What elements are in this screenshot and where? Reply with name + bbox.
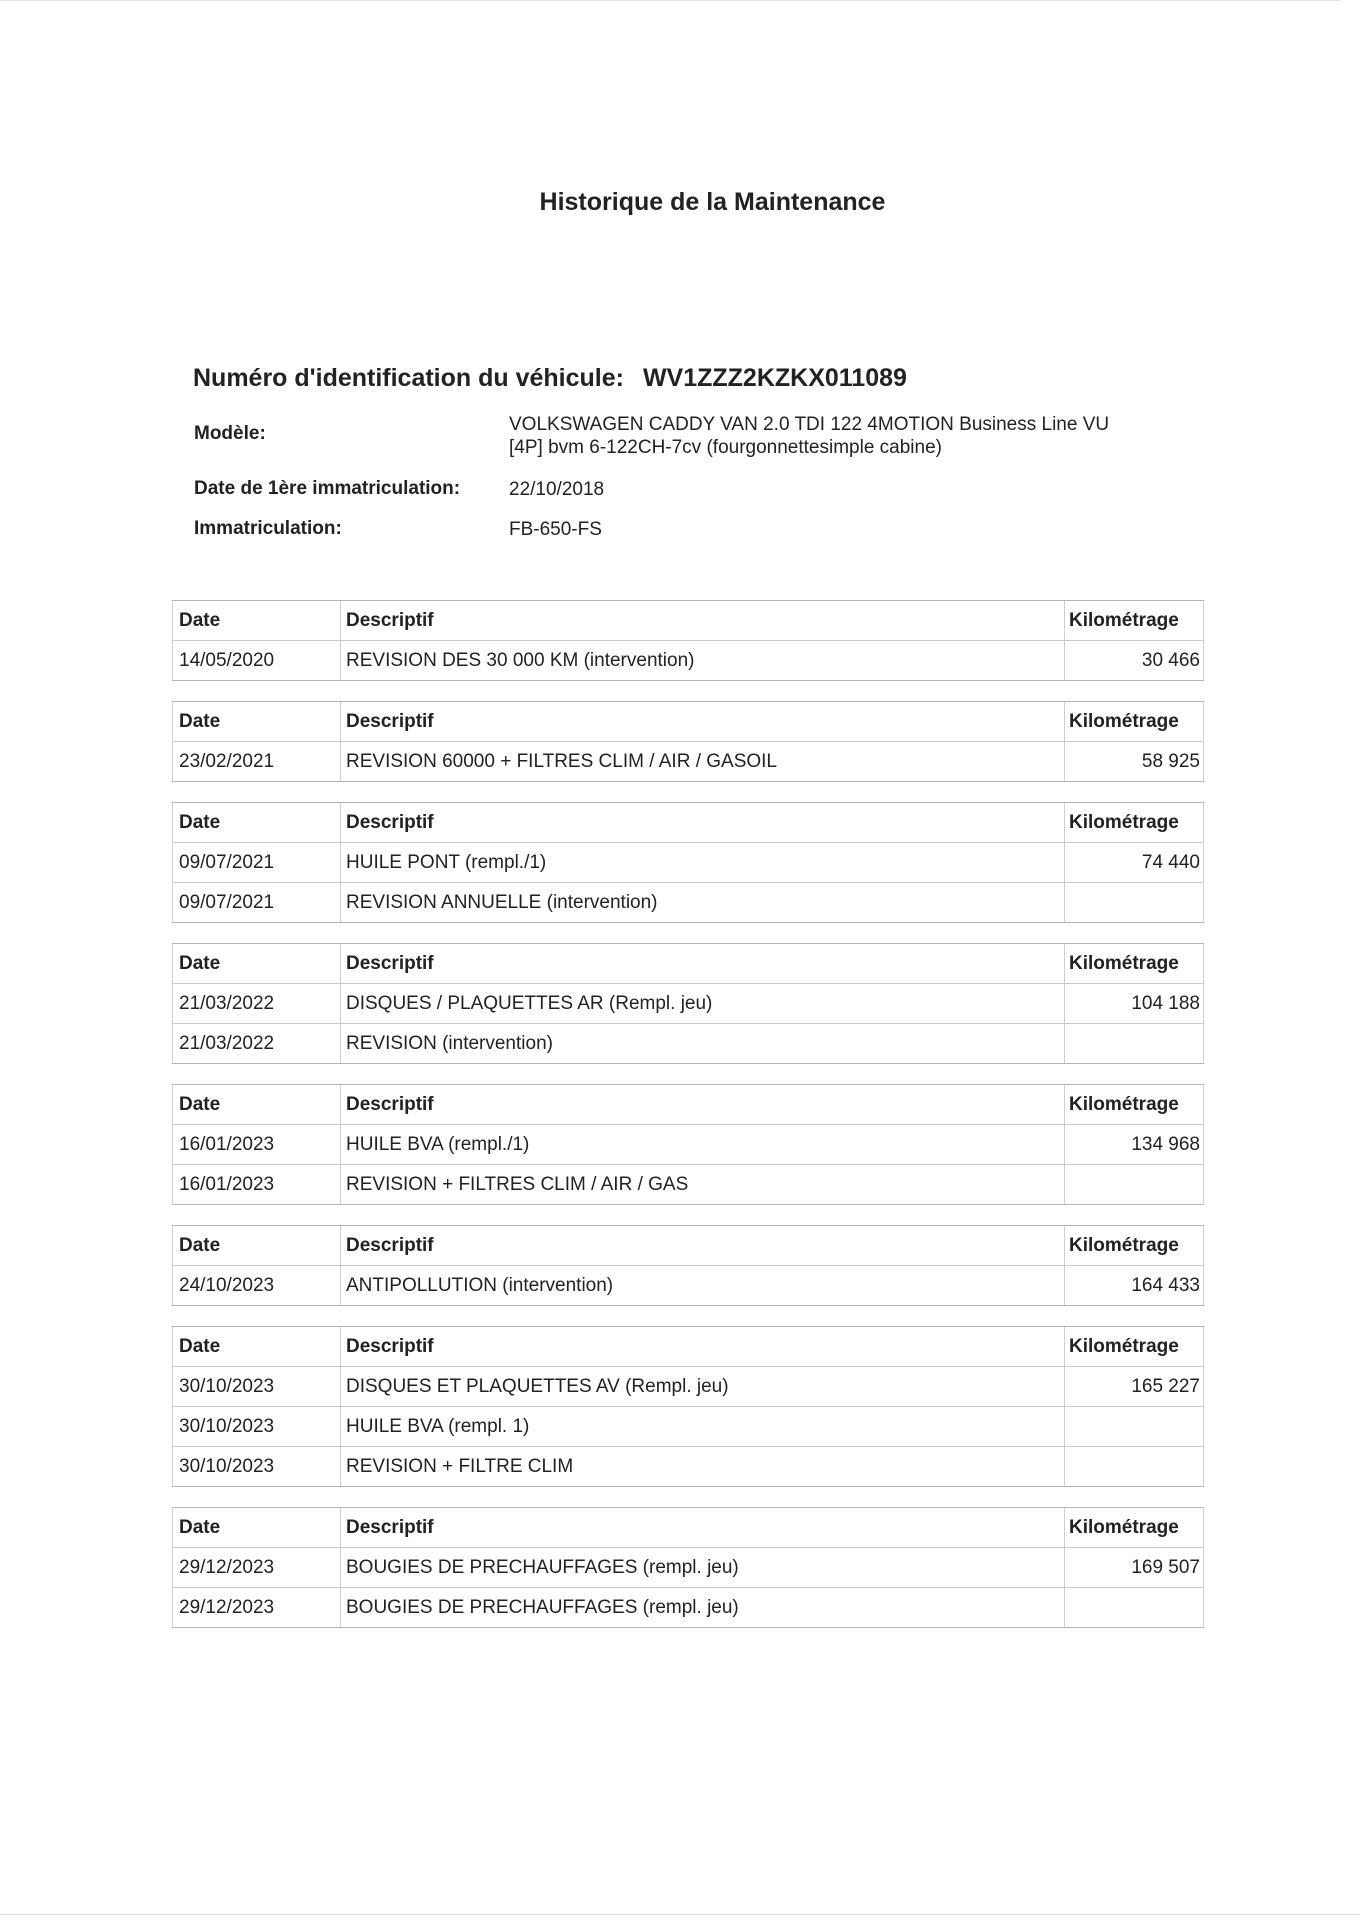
mileage-header: Kilométrage <box>1064 1226 1204 1265</box>
mileage-cell <box>1064 1447 1204 1486</box>
table-row <box>172 882 1204 922</box>
description-cell: REVISION DES 30 000 KM (intervention) <box>340 641 1064 680</box>
mileage-cell: 30 466 <box>1064 641 1204 680</box>
mileage-cell <box>1064 1407 1204 1446</box>
date-cell: 16/01/2023 <box>172 1125 340 1164</box>
date-cell: 30/10/2023 <box>172 1367 340 1406</box>
date-cell: 09/07/2021 <box>172 843 340 882</box>
mileage-cell: 74 440 <box>1064 843 1204 882</box>
date-header: Date <box>172 803 340 842</box>
description-cell: ANTIPOLLUTION (intervention) <box>340 1266 1064 1305</box>
description-cell: REVISION 60000 + FILTRES CLIM / AIR / GASOIL <box>340 742 1064 781</box>
table-row <box>172 1366 1204 1406</box>
maintenance-entry <box>172 1225 1204 1306</box>
date-header: Date <box>172 944 340 983</box>
maintenance-history <box>172 600 1204 1648</box>
description-cell: BOUGIES DE PRECHAUFFAGES (rempl. jeu) <box>340 1548 1064 1587</box>
table-row <box>172 842 1204 882</box>
description-cell: REVISION (intervention) <box>340 1024 1064 1063</box>
description-cell: HUILE PONT (rempl./1) <box>340 843 1064 882</box>
mileage-cell: 169 507 <box>1064 1548 1204 1587</box>
vin-value: WV1ZZZ2KZKX011089 <box>642 364 907 392</box>
table-header-row <box>172 1226 1204 1265</box>
description-header: Descriptif <box>340 702 1064 741</box>
description-cell: DISQUES ET PLAQUETTES AV (Rempl. jeu) <box>340 1367 1064 1406</box>
maintenance-entry <box>172 1326 1204 1487</box>
table-header-row <box>172 944 1204 983</box>
date-cell: 09/07/2021 <box>172 883 340 922</box>
mileage-header: Kilométrage <box>1064 803 1204 842</box>
description-cell: HUILE BVA (rempl. 1) <box>340 1407 1064 1446</box>
plate-value: FB-650-FS <box>509 519 602 540</box>
description-header: Descriptif <box>340 803 1064 842</box>
table-header-row <box>172 601 1204 640</box>
maintenance-entry <box>172 802 1204 923</box>
mileage-header: Kilométrage <box>1064 601 1204 640</box>
maintenance-entry <box>172 600 1204 681</box>
table-row <box>172 1446 1204 1486</box>
description-header: Descriptif <box>340 1226 1064 1265</box>
bottom-border <box>0 1914 1360 1915</box>
maintenance-entry <box>172 701 1204 782</box>
model-line-1: VOLKSWAGEN CADDY VAN 2.0 TDI 122 4MOTION Business Line VU <box>509 414 1110 435</box>
date-header: Date <box>172 1508 340 1547</box>
top-border <box>0 0 1340 1</box>
maintenance-entry <box>172 1507 1204 1628</box>
table-header-row <box>172 702 1204 741</box>
table-row <box>172 1124 1204 1164</box>
date-cell: 24/10/2023 <box>172 1266 340 1305</box>
date-cell: 23/02/2021 <box>172 742 340 781</box>
mileage-cell: 134 968 <box>1064 1125 1204 1164</box>
table-row <box>172 1587 1204 1627</box>
date-cell: 29/12/2023 <box>172 1588 340 1627</box>
plate-label: Immatriculation: <box>194 518 342 539</box>
date-header: Date <box>172 702 340 741</box>
date-header: Date <box>172 1226 340 1265</box>
description-header: Descriptif <box>340 944 1064 983</box>
date-cell: 30/10/2023 <box>172 1447 340 1486</box>
vin-label: Numéro d'identification du véhicule: <box>193 364 624 392</box>
date-cell: 16/01/2023 <box>172 1165 340 1204</box>
table-row <box>172 640 1204 680</box>
date-header: Date <box>172 1327 340 1366</box>
page-title: Historique de la Maintenance <box>539 188 886 216</box>
mileage-cell: 58 925 <box>1064 742 1204 781</box>
date-cell: 14/05/2020 <box>172 641 340 680</box>
mileage-cell <box>1064 1165 1204 1204</box>
description-header: Descriptif <box>340 1085 1064 1124</box>
first-registration-label: Date de 1ère immatriculation: <box>194 478 461 499</box>
date-cell: 21/03/2022 <box>172 1024 340 1063</box>
model-value <box>509 413 1109 459</box>
mileage-cell <box>1064 1024 1204 1063</box>
table-row <box>172 1164 1204 1204</box>
description-cell: BOUGIES DE PRECHAUFFAGES (rempl. jeu) <box>340 1588 1064 1627</box>
model-label: Modèle: <box>194 423 266 444</box>
description-cell: REVISION + FILTRES CLIM / AIR / GAS <box>340 1165 1064 1204</box>
table-header-row <box>172 803 1204 842</box>
table-row <box>172 1547 1204 1587</box>
table-row <box>172 983 1204 1023</box>
table-row <box>172 1406 1204 1446</box>
table-row <box>172 741 1204 781</box>
mileage-header: Kilométrage <box>1064 944 1204 983</box>
description-cell: REVISION ANNUELLE (intervention) <box>340 883 1064 922</box>
mileage-cell: 164 433 <box>1064 1266 1204 1305</box>
table-header-row <box>172 1327 1204 1366</box>
mileage-header: Kilométrage <box>1064 702 1204 741</box>
description-cell: REVISION + FILTRE CLIM <box>340 1447 1064 1486</box>
maintenance-entry <box>172 943 1204 1064</box>
table-header-row <box>172 1085 1204 1124</box>
date-header: Date <box>172 601 340 640</box>
description-cell: HUILE BVA (rempl./1) <box>340 1125 1064 1164</box>
table-row <box>172 1265 1204 1305</box>
mileage-cell <box>1064 883 1204 922</box>
model-line-2: [4P] bvm 6-122CH-7cv (fourgonnettesimple cabine) <box>509 437 942 458</box>
maintenance-entry <box>172 1084 1204 1205</box>
vin-line <box>193 364 907 393</box>
mileage-header: Kilométrage <box>1064 1327 1204 1366</box>
first-registration-value: 22/10/2018 <box>509 479 605 500</box>
mileage-cell <box>1064 1588 1204 1627</box>
table-header-row <box>172 1508 1204 1547</box>
description-header: Descriptif <box>340 1508 1064 1547</box>
mileage-cell: 104 188 <box>1064 984 1204 1023</box>
date-header: Date <box>172 1085 340 1124</box>
mileage-cell: 165 227 <box>1064 1367 1204 1406</box>
table-row <box>172 1023 1204 1063</box>
mileage-header: Kilométrage <box>1064 1085 1204 1124</box>
description-header: Descriptif <box>340 601 1064 640</box>
date-cell: 29/12/2023 <box>172 1548 340 1587</box>
date-cell: 21/03/2022 <box>172 984 340 1023</box>
mileage-header: Kilométrage <box>1064 1508 1204 1547</box>
date-cell: 30/10/2023 <box>172 1407 340 1446</box>
description-cell: DISQUES / PLAQUETTES AR (Rempl. jeu) <box>340 984 1064 1023</box>
description-header: Descriptif <box>340 1327 1064 1366</box>
